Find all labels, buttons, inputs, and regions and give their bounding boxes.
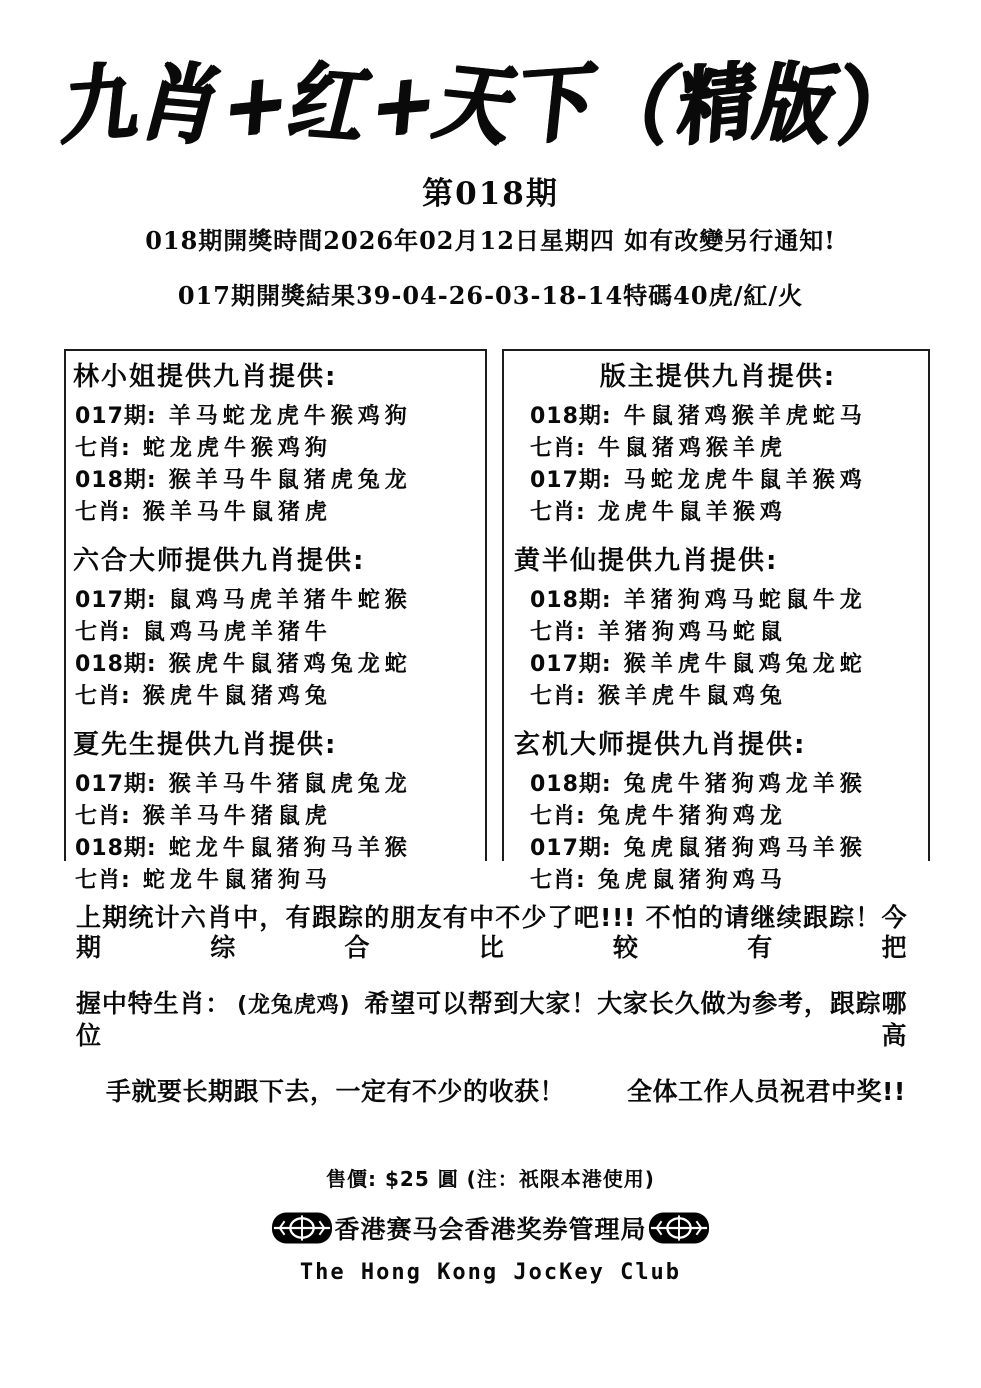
commentary-line-1: 上期统计六肖中，有跟踪的朋友有中不少了吧!!! 不怕的请继续跟踪！今期综合比较有把 xyxy=(76,903,907,962)
row-value: 羊猪狗鸡马蛇鼠牛龙 xyxy=(623,588,867,613)
row-value: 马蛇龙虎牛鼠羊猴鸡 xyxy=(623,468,867,493)
row-value: 兔虎鼠猪狗鸡马羊猴 xyxy=(623,836,867,861)
row-value: 猴虎牛鼠猪鸡兔龙蛇 xyxy=(168,652,412,677)
prediction-row xyxy=(75,801,479,833)
tipster-heading: 玄机大师提供九肖提供: xyxy=(514,730,807,760)
special-zodiac-note: (龙兔虎鸡) xyxy=(237,993,351,1018)
tipster-heading: 版主提供九肖提供: xyxy=(599,362,837,392)
tipster-section-liuhe-dashi xyxy=(73,545,479,713)
row-value: 鼠鸡马虎羊猪牛蛇猴 xyxy=(168,588,412,613)
tipster-section-lin-xiaojie xyxy=(73,361,479,529)
commentary xyxy=(76,903,907,1107)
prediction-row xyxy=(530,401,922,433)
commentary-line3-right: 全体工作人员祝君中奖!! xyxy=(627,1077,906,1106)
tipster-heading: 黄半仙提供九肖提供: xyxy=(514,546,779,576)
row-label: 七肖: xyxy=(530,684,586,709)
row-label: 017期: xyxy=(530,836,612,861)
prediction-row xyxy=(530,865,922,897)
row-value: 猴羊马牛猪鼠虎 xyxy=(142,804,332,829)
right-column xyxy=(502,349,930,893)
row-label: 七肖: xyxy=(530,620,586,645)
row-label: 017期: xyxy=(75,772,157,797)
issue-number: 第018期 xyxy=(422,176,559,212)
prediction-row xyxy=(530,769,922,801)
commentary-line3-left: 手就要长期跟下去，一定有不少的收获！ xyxy=(106,1077,566,1106)
row-value: 猴羊马牛鼠猪虎兔龙 xyxy=(168,468,412,493)
masthead-title: 九肖+红+天下（精版） xyxy=(57,49,924,158)
hkjc-logo-icon xyxy=(271,1208,333,1248)
prediction-row xyxy=(530,433,922,465)
row-value: 羊猪狗鸡马蛇鼠 xyxy=(597,620,787,645)
row-label: 018期: xyxy=(530,772,612,797)
row-label: 七肖: xyxy=(75,804,131,829)
prediction-row xyxy=(530,801,922,833)
row-value: 蛇龙虎牛猴鸡狗 xyxy=(142,436,332,461)
tipster-section-huang-banxian xyxy=(514,545,922,713)
tipster-section-banzhu xyxy=(514,361,922,529)
row-value: 蛇龙牛鼠猪狗马羊猴 xyxy=(168,836,412,861)
prediction-row xyxy=(75,769,479,801)
row-label: 017期: xyxy=(530,468,612,493)
predictions-grid xyxy=(64,349,930,893)
commentary-line-2 xyxy=(76,989,907,1051)
commentary-line2-suffix: 希望可以帮到大家！大家长久做为参考，跟踪哪位高 xyxy=(76,989,907,1050)
prediction-row xyxy=(75,465,479,497)
tipster-heading: 六合大师提供九肖提供: xyxy=(73,546,366,576)
prediction-row xyxy=(530,465,922,497)
row-value: 兔虎牛猪狗鸡龙 xyxy=(597,804,787,829)
row-value: 羊马蛇龙虎牛猴鸡狗 xyxy=(168,404,412,429)
row-label: 018期: xyxy=(75,652,157,677)
prediction-row xyxy=(530,681,922,713)
prediction-row xyxy=(75,617,479,649)
row-label: 七肖: xyxy=(75,868,131,893)
publisher-name-cn: 香港赛马会香港奖券管理局 xyxy=(334,1215,647,1244)
row-label: 七肖: xyxy=(530,868,586,893)
prediction-row xyxy=(75,497,479,529)
row-value: 猴羊马牛猪鼠虎兔龙 xyxy=(168,772,412,797)
row-label: 018期: xyxy=(530,588,612,613)
row-value: 猴羊虎牛鼠鸡兔龙蛇 xyxy=(623,652,867,677)
prediction-row xyxy=(530,497,922,529)
prediction-row xyxy=(75,649,479,681)
tipster-heading: 夏先生提供九肖提供: xyxy=(73,730,338,760)
tipster-section-xia-xiansheng xyxy=(73,729,479,897)
row-label: 017期: xyxy=(75,404,157,429)
prediction-row xyxy=(75,681,479,713)
commentary-line2-prefix: 握中特生肖： xyxy=(76,989,232,1018)
row-label: 七肖: xyxy=(75,500,131,525)
row-label: 七肖: xyxy=(75,684,131,709)
prediction-rows xyxy=(514,769,922,897)
masthead xyxy=(0,0,981,311)
row-label: 七肖: xyxy=(75,620,131,645)
prediction-row xyxy=(530,833,922,865)
row-value: 牛鼠猪鸡猴羊虎蛇马 xyxy=(623,404,867,429)
prediction-row xyxy=(530,617,922,649)
footer xyxy=(0,1163,981,1285)
prediction-rows xyxy=(73,769,479,897)
previous-result-line: 017期開獎結果39-04-26-03-18-14特碼40虎/紅/火 xyxy=(177,281,804,310)
prediction-rows xyxy=(73,401,479,529)
hkjc-logo-icon xyxy=(648,1208,710,1248)
row-value: 牛鼠猪鸡猴羊虎 xyxy=(597,436,787,461)
row-label: 018期: xyxy=(75,468,157,493)
prediction-row xyxy=(75,585,479,617)
row-value: 猴虎牛鼠猪鸡兔 xyxy=(142,684,332,709)
draw-time-line: 018期開獎時間2026年02月12日星期四 如有改變另行通知! xyxy=(145,226,836,255)
row-label: 017期: xyxy=(530,652,612,677)
publisher-row xyxy=(0,1208,981,1248)
prediction-row xyxy=(75,833,479,865)
left-column xyxy=(64,349,487,893)
row-label: 七肖: xyxy=(530,500,586,525)
price-line: 售價: $25 圓 (注：祇限本港使用) xyxy=(326,1167,655,1191)
row-label: 七肖: xyxy=(530,436,586,461)
publisher-name-en: The Hong Kong JocKey Club xyxy=(299,1260,682,1285)
prediction-rows xyxy=(514,401,922,529)
prediction-row xyxy=(530,649,922,681)
row-value: 猴羊虎牛鼠鸡兔 xyxy=(597,684,787,709)
prediction-row xyxy=(75,865,479,897)
prediction-rows xyxy=(514,585,922,713)
row-value: 鼠鸡马虎羊猪牛 xyxy=(142,620,332,645)
prediction-row xyxy=(75,433,479,465)
row-label: 018期: xyxy=(530,404,612,429)
tipster-section-xuanji-dashi xyxy=(514,729,922,897)
prediction-row xyxy=(75,401,479,433)
row-label: 017期: xyxy=(75,588,157,613)
row-value: 猴羊马牛鼠猪虎 xyxy=(142,500,332,525)
tipster-heading: 林小姐提供九肖提供: xyxy=(73,362,338,392)
row-label: 018期: xyxy=(75,836,157,861)
row-label: 七肖: xyxy=(530,804,586,829)
prediction-rows xyxy=(73,585,479,713)
row-value: 龙虎牛鼠羊猴鸡 xyxy=(597,500,787,525)
row-value: 兔虎牛猪狗鸡龙羊猴 xyxy=(623,772,867,797)
row-value: 兔虎鼠猪狗鸡马 xyxy=(597,868,787,893)
prediction-row xyxy=(530,585,922,617)
row-value: 蛇龙牛鼠猪狗马 xyxy=(142,868,332,893)
row-label: 七肖: xyxy=(75,436,131,461)
commentary-line-3 xyxy=(76,1077,907,1107)
